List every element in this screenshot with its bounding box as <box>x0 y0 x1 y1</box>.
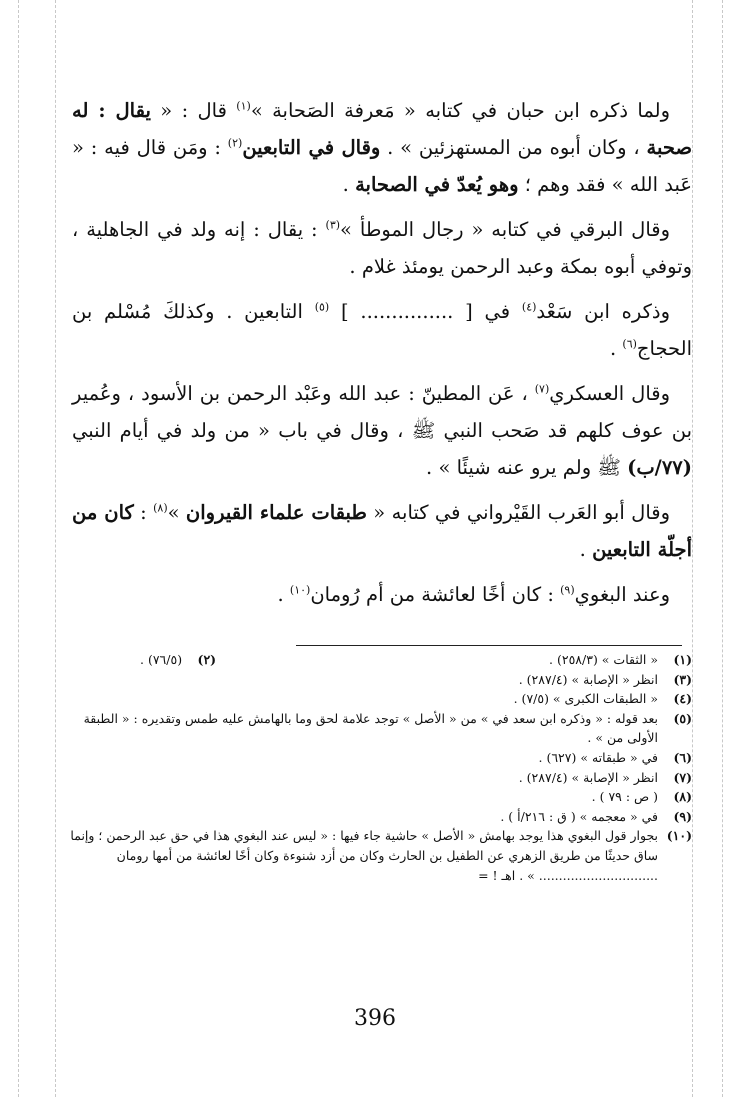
footnote-ref: (١٠) <box>289 583 311 597</box>
body-text: وذكره ابن سَعْد <box>536 300 670 323</box>
footnote-ref: (٤) <box>521 300 537 314</box>
footnote-1 <box>549 650 692 670</box>
footnote-2 <box>140 650 216 670</box>
footnote-number: (٧) <box>673 769 692 785</box>
body-text: ، عَن المطينّ : عبد الله وعَبْد الرحمن بن الأسود ، وعُمير بن عوف كلهم قد صَحب النبي ﷺ ، وقال في باب « من ولد في أيام النبي <box>72 382 692 442</box>
footnote-text: (٧٦/٥) . <box>140 652 183 667</box>
footnote-9 <box>70 807 692 827</box>
body-text: في [ ............... ] <box>329 300 522 323</box>
bold-text: (٧٧/ب) <box>627 456 692 479</box>
footnote-number: (٤) <box>673 691 692 707</box>
footnote-number: (١٠) <box>666 828 692 844</box>
paragraph <box>72 494 692 568</box>
body-text: : <box>133 501 154 524</box>
paragraph <box>72 211 692 285</box>
footnote-4 <box>70 689 692 709</box>
body-text: قال : « <box>150 99 237 122</box>
bold-text: كان من أجلّة التابعين <box>72 501 692 561</box>
body-text: . <box>610 337 623 360</box>
footnote-ref: (٣) <box>325 218 341 232</box>
footnote-number: (٥) <box>673 710 692 726</box>
footnote-5 <box>70 709 692 748</box>
paragraph <box>72 375 692 486</box>
body-text: » <box>167 501 186 524</box>
main-text <box>72 92 692 621</box>
body-text: ولما ذكره ابن حبان في كتابه « مَعرفة الصَحابة » <box>250 99 670 122</box>
body-text: ، وكان أبوه من المستهزئين » . <box>380 136 647 159</box>
bold-text: وهو يُعدّ في الصحابة <box>355 173 519 196</box>
footnote-ref: (١) <box>236 99 251 113</box>
footnote-text: « الطبقات الكبرى » (٧/٥) . <box>513 691 658 707</box>
body-text: : ومَن قال فيه : « عَبد الله » فقد وهم ؛ <box>72 136 692 196</box>
footnote-number: (٣) <box>673 671 692 687</box>
paragraph <box>72 576 692 613</box>
bold-text: وقال في التابعين <box>242 136 381 159</box>
footnote-ref: (٩) <box>560 583 575 597</box>
footnote-ref: (٨) <box>153 501 168 515</box>
margin-guide-left <box>18 0 19 1097</box>
footnote-ref: (٢) <box>227 136 243 150</box>
bold-text: طبقات علماء القيروان <box>185 501 367 524</box>
footnote-ref: (٦) <box>622 337 637 351</box>
body-text: . <box>277 583 290 606</box>
footnote-text: في « طبقاته » (٦٢٧) . <box>538 749 658 765</box>
footnote-text: في « معجمه » ( ق : ٢١٦/أ ) . <box>500 808 658 824</box>
footnote-text: بجوار قول البغوي هذا يوجد بهامش « الأصل » حاشية جاء فيها : « ليس عند البغوي هذا في حق عبد الرحمن ؛ وإنما ساق حديثًا من طريق الزهري عن الطفيل بن الحارث وكان من أزد شنوءة وكان أخًا لعائشة من أمها رومان .............................. » . اهـ ! = <box>70 828 658 883</box>
footnote-text: انظر « الإصابة » (٢٨٧/٤) . <box>518 671 658 687</box>
footnote-number: (٩) <box>673 808 692 824</box>
footnote-ref: (٧) <box>534 382 550 396</box>
body-text: وقال البرقي في كتابه « رجال الموطأ » <box>340 218 670 241</box>
footnote-3 <box>70 670 692 690</box>
bold-text: يقال : له صحبة <box>72 99 692 159</box>
page-number: 396 <box>354 1006 396 1031</box>
body-text: وعند البغوي <box>574 583 670 606</box>
footnote-number: (١) <box>673 652 692 667</box>
paragraph <box>72 293 692 367</box>
body-text: وقال العسكري <box>549 382 670 405</box>
footnote-10 <box>70 826 692 885</box>
body-text: ﷺ ولم يرو عنه شيئًا » . <box>426 456 628 479</box>
margin-guide-right <box>722 0 723 1097</box>
body-text: وقال أبو العَرب القَيْرواني في كتابه « <box>366 501 670 524</box>
footnote-8 <box>70 787 692 807</box>
paragraph <box>72 92 692 203</box>
footnote-number: (٢) <box>197 652 217 667</box>
body-text: : كان أخًا لعائشة من أم رُومان <box>310 583 561 606</box>
footnote-6 <box>70 748 692 768</box>
footnote-text: ( ص : ٧٩ ) . <box>591 789 658 805</box>
body-text: التابعين . وكذلكَ مُسْلم بن الحجاج <box>72 300 692 360</box>
margin-guide-right-inner <box>692 0 693 1097</box>
body-text: : يقال : إنه ولد في الجاهلية ، وتوفي أبوه بمكة وعبد الرحمن يومئذ غلام . <box>72 218 692 278</box>
body-text: . <box>342 173 356 196</box>
footnote-text: بعد قوله : « وذكره ابن سعد في » من « الأصل » توجد علامة لحق وما بالهامش عليه طمس وتقديره : « الطبقة الأولى من » . <box>83 710 658 746</box>
footnote-number: (٦) <box>673 749 692 765</box>
footnote-number: (٨) <box>673 789 692 805</box>
footnote-text: انظر « الإصابة » (٢٨٧/٤) . <box>518 769 658 785</box>
footnote-text: « الثقات » (٢٥٨/٣) . <box>549 652 658 667</box>
footnote-separator <box>296 645 682 646</box>
body-text: . <box>579 538 593 561</box>
footnote-row-1-2 <box>70 650 692 670</box>
margin-guide-left-inner <box>55 0 56 1097</box>
footnote-ref: (٥) <box>314 300 330 314</box>
footnote-7 <box>70 768 692 788</box>
footnotes <box>70 650 692 885</box>
